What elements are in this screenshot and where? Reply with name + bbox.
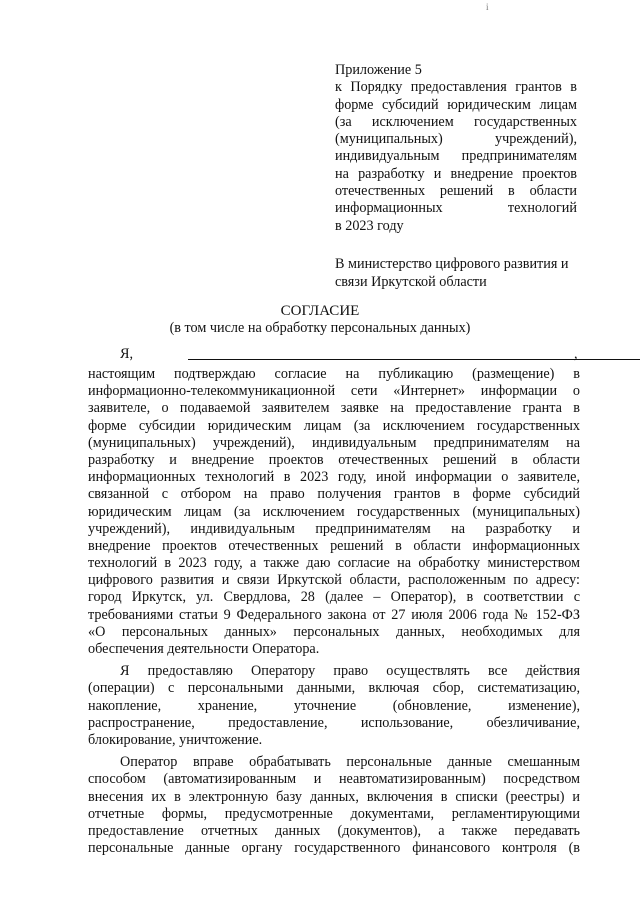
appendix-line: в 2023 году — [335, 217, 404, 234]
document-subtitle: (в том числе на обработку персональных данных) — [169, 320, 471, 336]
text-line: внесения их в электронную базу данных, включения в списки (реестры) и — [88, 788, 580, 805]
appendix-line: на разработку и внедрение проектов — [335, 165, 577, 182]
text-line: связанной с отбором на право получения грантов в форме субсидий — [88, 486, 580, 503]
text-line: разработку и внедрение проектов отечественных решений в области — [88, 451, 580, 468]
text-line: цифрового развития и связи Иркутской области, расположенным по адресу: — [88, 572, 580, 589]
appendix-line: отечественных решений в области — [335, 183, 577, 200]
consent-name-row — [88, 346, 580, 366]
appendix-line: информационных технологий — [335, 200, 577, 217]
text-line: накопление, хранение, уточнение (обновление, изменение), — [88, 697, 580, 714]
addressee-block — [335, 256, 585, 291]
text-line: блокирование, уничтожение. — [88, 731, 263, 748]
text-line: Я предоставляю Оператору право осуществлять все действия — [120, 663, 580, 680]
paragraph-2 — [88, 663, 580, 749]
name-blank-line[interactable] — [188, 359, 640, 360]
text-line: информационно-телекоммуникационной сети «Интернет» информации о — [88, 383, 580, 400]
text-line: город Иркутск, ул. Свердлова, 28 (далее – Оператор), в соответствии с — [88, 589, 580, 606]
appendix-line: форме субсидий юридическим лицам — [335, 96, 577, 113]
document-title: СОГЛАСИЕ — [280, 303, 360, 319]
text-line: распространение, предоставление, использование, обезличивание, — [88, 714, 580, 731]
text-line: отчетные формы, предусмотренные документами, регламентирующими — [88, 805, 580, 822]
text-line: (муниципальных) учреждений), индивидуальным предпринимателям на — [88, 434, 580, 451]
text-line: внедрение проектов отечественных решений в области информационных — [88, 537, 580, 554]
appendix-line: индивидуальным предпринимателям — [335, 148, 577, 165]
text-line: информационных технологий в 2023 году, иной информации о заявителе, — [88, 469, 580, 486]
text-line: настоящим подтверждаю согласие на публикацию (размещение) в — [88, 366, 580, 382]
text-line: заявителе, о подаваемой заявителем заявке на предоставление гранта в — [88, 400, 580, 417]
text-line: предоставление отчетных данных (документов), а также передавать — [88, 822, 580, 839]
text-line: «О персональных данных» персональных данных, необходимых для — [88, 623, 580, 640]
appendix-line: (муниципальных) учреждений), — [335, 131, 577, 148]
appendix-line: (за исключением государственных — [335, 113, 577, 130]
addressee-line: В министерство цифрового развития и — [335, 256, 569, 272]
text-line: технологий в 2023 году, а также даю согласие на обработку министерством — [88, 555, 580, 572]
text-line: юридическим лицам (за исключением государственных (муниципальных) — [88, 503, 580, 520]
text-line: персональные данные органу государственного финансового контроля (в — [88, 840, 580, 857]
text-line: (операции) с персональными данными, включая сбор, систематизацию, — [88, 680, 580, 697]
text-line: учреждений), индивидуальным предпринимателям на разработку и — [88, 520, 580, 537]
consent-comma: , — [574, 346, 578, 362]
page-mark: i — [486, 2, 489, 12]
text-line: Оператор вправе обрабатывать персональные данные смешанным — [120, 754, 580, 771]
paragraph-3 — [88, 754, 580, 857]
text-line: обеспечения деятельности Оператора. — [88, 641, 320, 657]
addressee-line: связи Иркутской области — [335, 273, 487, 290]
text-line: форме субсидии юридическим лицам (за исключением государственных — [88, 417, 580, 434]
paragraph-1 — [88, 366, 580, 658]
consent-ya: Я, — [120, 346, 134, 362]
text-line: способом (автоматизированным и неавтоматизированным) посредством — [88, 771, 580, 788]
appendix-line: к Порядку предоставления грантов в — [335, 79, 577, 96]
text-line: требованиями статьи 9 Федерального закона от 27 июля 2006 года № 152-ФЗ — [88, 606, 580, 623]
appendix-line: Приложение 5 — [335, 62, 422, 78]
appendix-block — [335, 62, 577, 235]
document-body — [88, 346, 580, 857]
